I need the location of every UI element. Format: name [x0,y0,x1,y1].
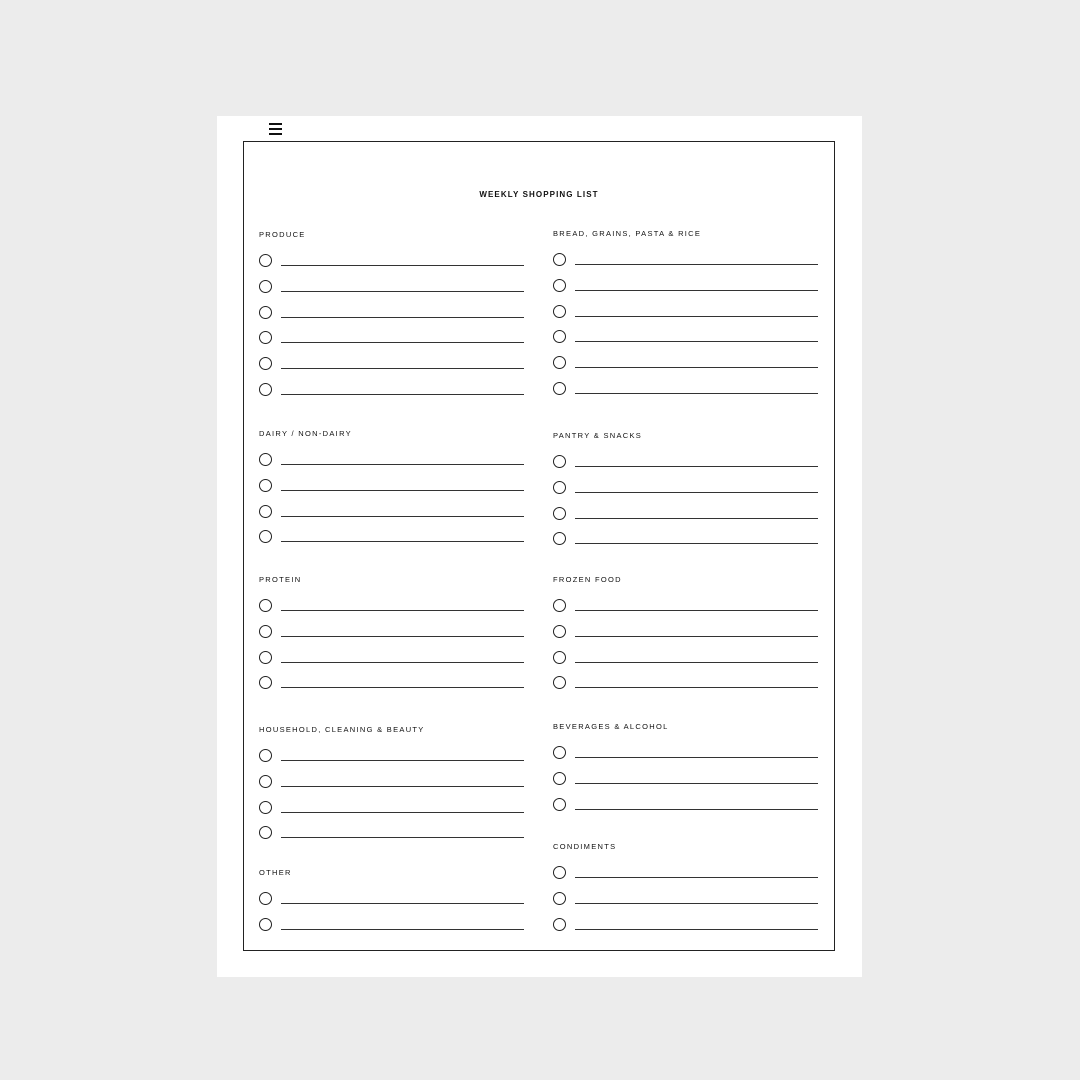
shopping-list-sheet [217,116,862,977]
section-heading: BEVERAGES & ALCOHOL [553,722,669,731]
list-item [553,330,818,348]
item-checkbox[interactable] [259,357,272,370]
item-write-line[interactable] [575,903,818,904]
item-checkbox[interactable] [553,507,566,520]
list-item [553,772,818,790]
section-heading: BREAD, GRAINS, PASTA & RICE [553,229,702,238]
item-write-line[interactable] [575,492,818,493]
item-write-line[interactable] [575,290,818,291]
item-write-line[interactable] [281,541,524,542]
list-item [553,481,818,499]
item-checkbox[interactable] [553,253,566,266]
item-checkbox[interactable] [553,305,566,318]
item-write-line[interactable] [575,809,818,810]
menu-icon[interactable] [269,123,283,135]
list-item [553,599,818,617]
item-checkbox[interactable] [259,775,272,788]
item-write-line[interactable] [281,662,524,663]
item-checkbox[interactable] [553,651,566,664]
section-heading: PRODUCE [259,230,306,239]
item-checkbox[interactable] [553,599,566,612]
item-checkbox[interactable] [259,254,272,267]
item-write-line[interactable] [281,786,524,787]
item-checkbox[interactable] [553,532,566,545]
item-checkbox[interactable] [259,651,272,664]
item-checkbox[interactable] [259,530,272,543]
item-write-line[interactable] [281,317,524,318]
item-write-line[interactable] [575,367,818,368]
list-item [553,651,818,669]
list-item [553,746,818,764]
list-item [259,331,524,349]
item-write-line[interactable] [281,636,524,637]
item-checkbox[interactable] [553,330,566,343]
item-write-line[interactable] [575,662,818,663]
list-item [259,280,524,298]
item-checkbox[interactable] [259,749,272,762]
item-checkbox[interactable] [553,676,566,689]
item-write-line[interactable] [575,518,818,519]
section-heading: OTHER [259,868,292,877]
item-checkbox[interactable] [553,798,566,811]
item-write-line[interactable] [281,903,524,904]
item-write-line[interactable] [575,610,818,611]
item-checkbox[interactable] [553,772,566,785]
item-checkbox[interactable] [553,455,566,468]
item-write-line[interactable] [575,543,818,544]
list-item [259,357,524,375]
list-item [553,382,818,400]
item-write-line[interactable] [575,757,818,758]
item-checkbox[interactable] [553,481,566,494]
item-write-line[interactable] [281,837,524,838]
item-write-line[interactable] [281,464,524,465]
item-checkbox[interactable] [553,892,566,905]
list-frame [243,141,835,951]
list-item [553,507,818,525]
list-item [553,279,818,297]
item-write-line[interactable] [575,783,818,784]
list-item [259,918,524,936]
list-item [553,676,818,694]
item-checkbox[interactable] [553,866,566,879]
item-write-line[interactable] [575,341,818,342]
item-write-line[interactable] [575,929,818,930]
list-item [553,918,818,936]
item-checkbox[interactable] [259,479,272,492]
list-item [553,892,818,910]
list-item [553,625,818,643]
list-item [259,826,524,844]
item-write-line[interactable] [281,265,524,266]
page-title: WEEKLY SHOPPING LIST [479,190,599,199]
item-checkbox[interactable] [259,826,272,839]
list-item [259,749,524,767]
list-item [553,532,818,550]
item-checkbox[interactable] [259,306,272,319]
item-checkbox[interactable] [259,383,272,396]
section-heading: FROZEN FOOD [553,575,622,584]
item-checkbox[interactable] [259,892,272,905]
item-write-line[interactable] [281,291,524,292]
item-checkbox[interactable] [259,331,272,344]
list-item [259,892,524,910]
item-write-line[interactable] [281,516,524,517]
list-item [259,651,524,669]
section-heading: HOUSEHOLD, CLEANING & BEAUTY [259,725,425,734]
section-heading: CONDIMENTS [553,842,617,851]
list-item [259,775,524,793]
item-write-line[interactable] [575,877,818,878]
item-write-line[interactable] [575,636,818,637]
list-item [553,356,818,374]
item-write-line[interactable] [281,760,524,761]
item-checkbox[interactable] [553,382,566,395]
item-write-line[interactable] [281,687,524,688]
list-item [553,798,818,816]
list-item [553,253,818,271]
item-checkbox[interactable] [259,599,272,612]
list-item [259,453,524,471]
item-checkbox[interactable] [553,918,566,931]
item-checkbox[interactable] [259,453,272,466]
item-checkbox[interactable] [259,505,272,518]
section-heading: PANTRY & SNACKS [553,431,643,440]
section-heading: DAIRY / NON-DAIRY [259,429,352,438]
list-item [259,505,524,523]
item-write-line[interactable] [281,812,524,813]
list-item [259,801,524,819]
list-item [259,625,524,643]
item-checkbox[interactable] [259,918,272,931]
item-checkbox[interactable] [553,356,566,369]
item-write-line[interactable] [281,394,524,395]
item-write-line[interactable] [281,368,524,369]
list-item [259,479,524,497]
item-checkbox[interactable] [553,625,566,638]
item-checkbox[interactable] [553,746,566,759]
list-item [259,254,524,272]
item-write-line[interactable] [281,929,524,930]
list-item [259,676,524,694]
item-write-line[interactable] [575,316,818,317]
section-heading: PROTEIN [259,575,302,584]
item-write-line[interactable] [575,466,818,467]
list-item [553,455,818,473]
item-write-line[interactable] [281,342,524,343]
item-checkbox[interactable] [259,801,272,814]
item-write-line[interactable] [281,610,524,611]
item-write-line[interactable] [575,264,818,265]
item-write-line[interactable] [281,490,524,491]
list-item [553,305,818,323]
list-item [259,383,524,401]
list-item [259,530,524,548]
item-write-line[interactable] [575,687,818,688]
item-checkbox[interactable] [259,625,272,638]
list-item [259,306,524,324]
list-item [259,599,524,617]
list-item [553,866,818,884]
item-checkbox[interactable] [259,676,272,689]
item-write-line[interactable] [575,393,818,394]
item-checkbox[interactable] [259,280,272,293]
item-checkbox[interactable] [553,279,566,292]
